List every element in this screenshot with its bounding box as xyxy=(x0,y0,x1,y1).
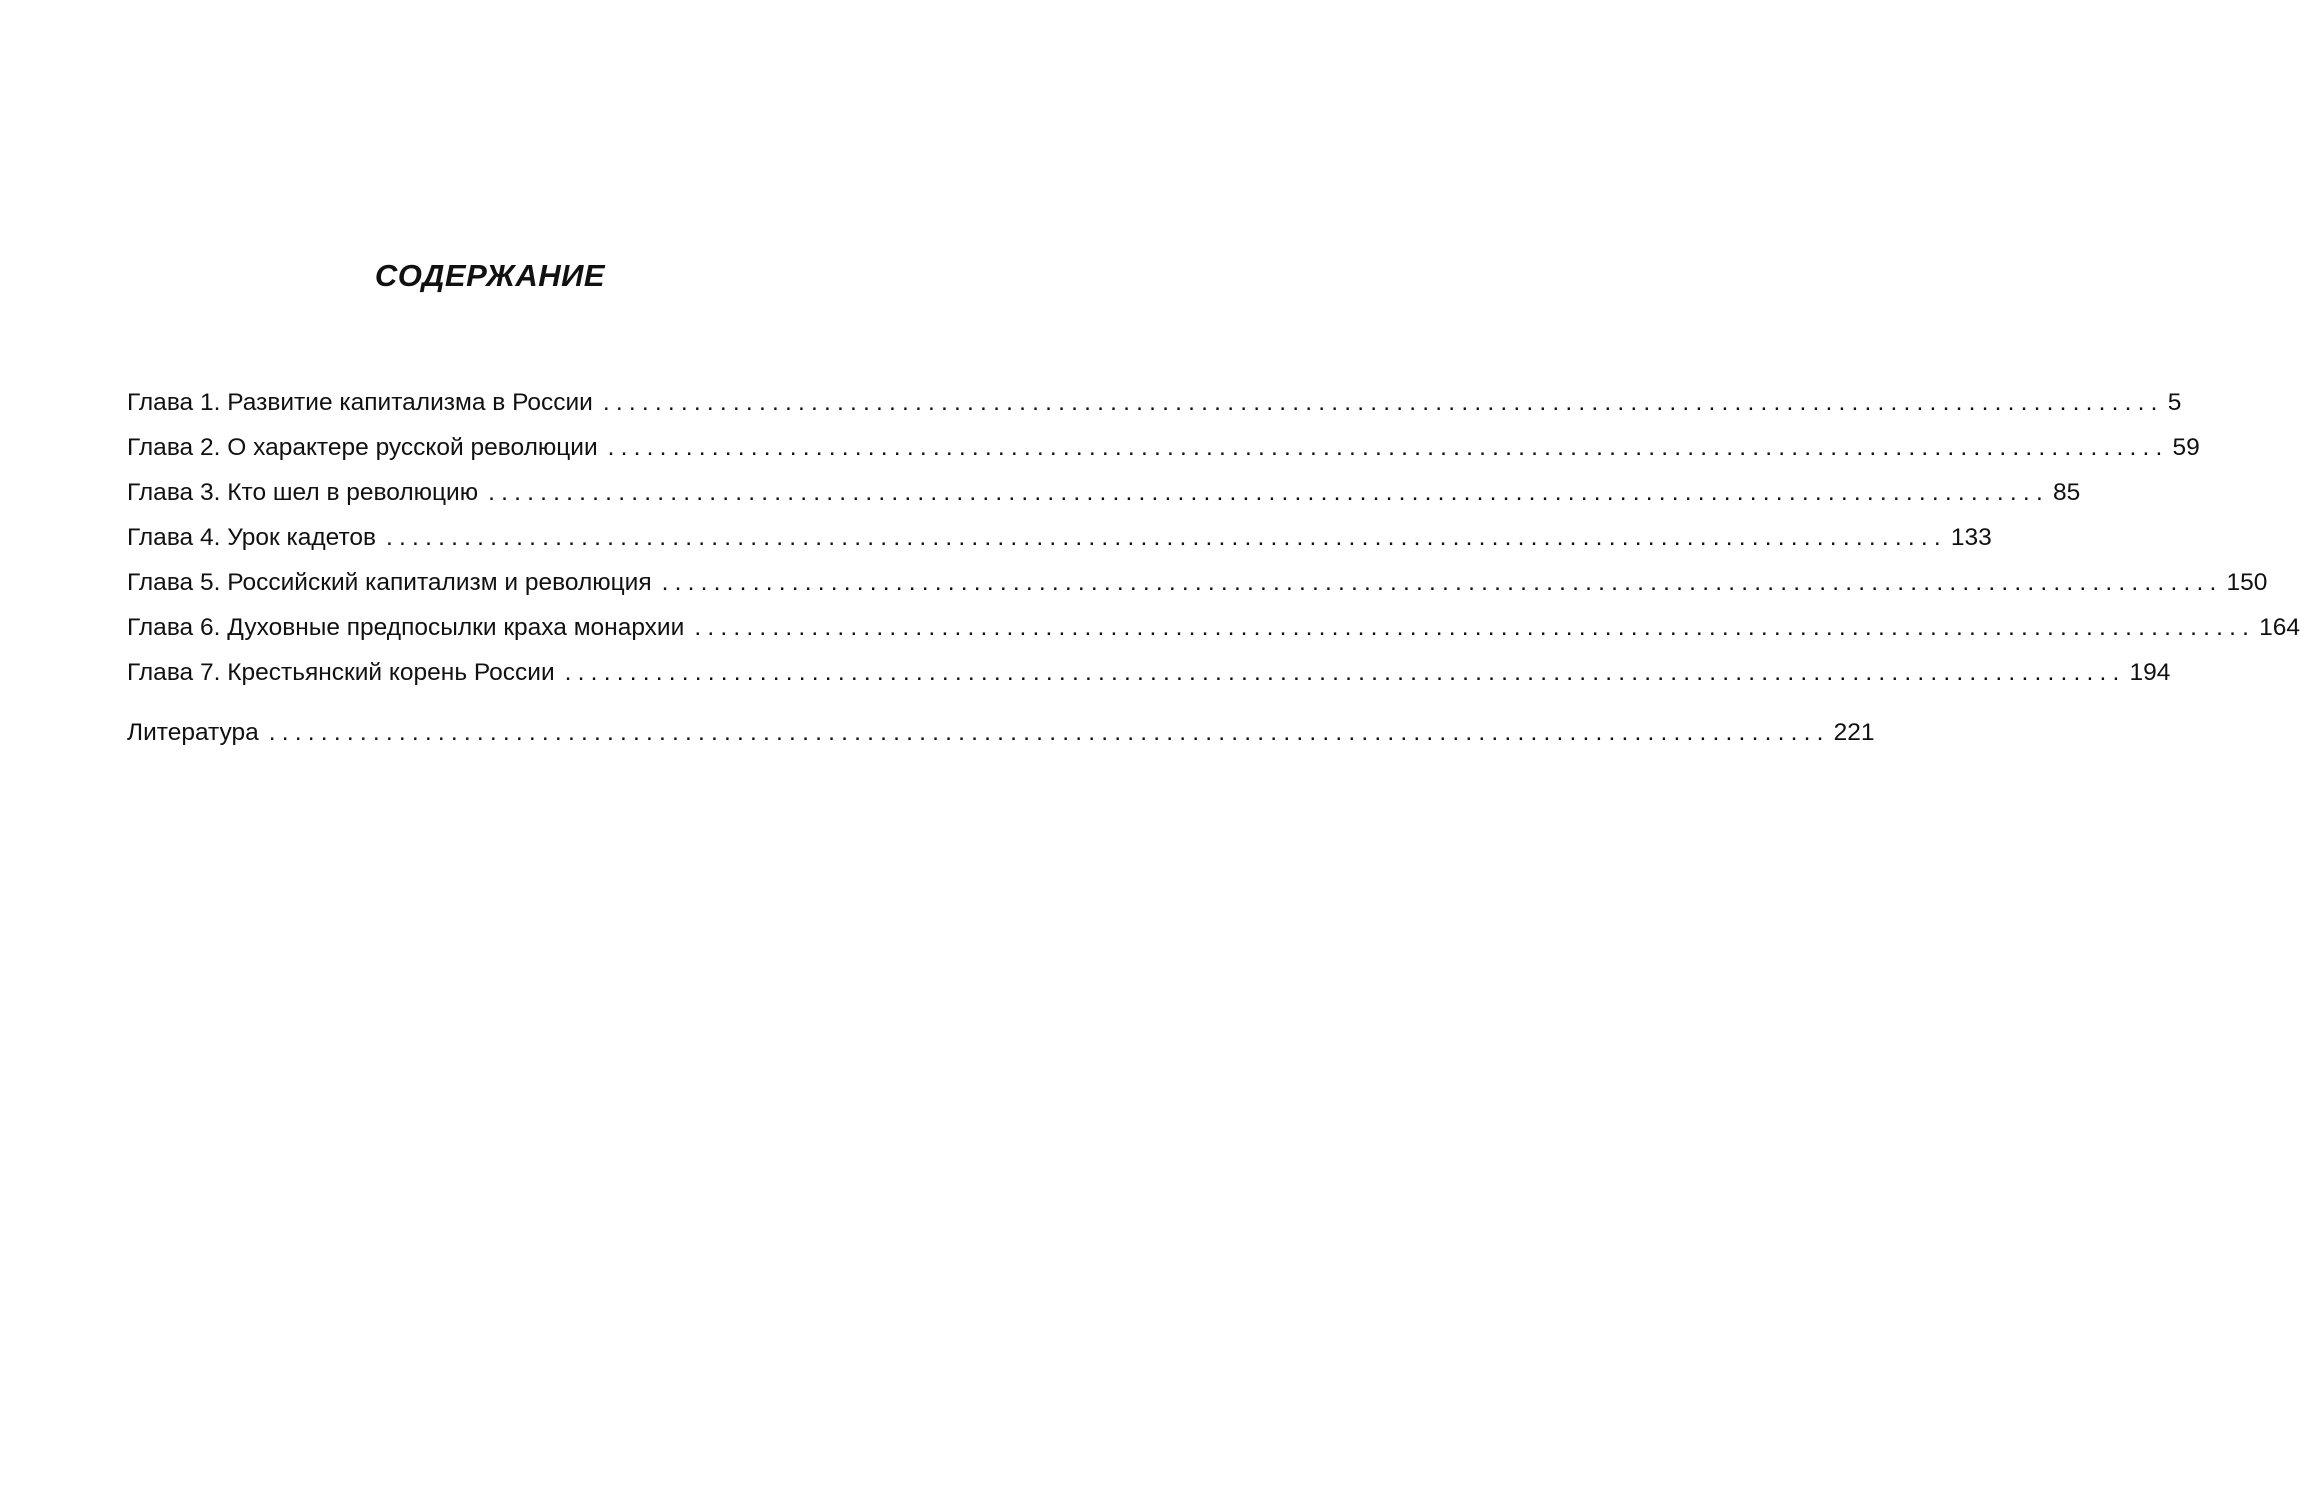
dot-leader: ........................................................................................................................ xyxy=(488,479,2049,506)
entry-page-number: 164 xyxy=(2259,614,2300,641)
entry-label: Глава 6. Духовные предпосылки краха монархии xyxy=(127,614,685,641)
toc-entry-chapter-2[interactable] xyxy=(127,430,2200,475)
entry-page-number: 85 xyxy=(2052,479,2081,506)
dot-leader: ........................................................................................................................ xyxy=(564,659,2126,686)
dot-leader: ........................................................................................................................ xyxy=(386,524,1947,551)
entry-label: Глава 2. О характере русской революции xyxy=(127,434,598,461)
toc-entry-chapter-4[interactable] xyxy=(127,520,1992,565)
entry-label: Глава 1. Развитие капитализма в России xyxy=(127,389,593,416)
dot-leader: ........................................................................................................................ xyxy=(602,389,2164,416)
toc-entry-chapter-7[interactable] xyxy=(127,655,2171,700)
entry-label: Литература xyxy=(127,719,259,746)
entry-label: Глава 5. Российский капитализм и революция xyxy=(127,569,652,596)
toc-entry-bibliography[interactable] xyxy=(127,715,1875,760)
entry-label: Глава 7. Крестьянский корень России xyxy=(127,659,555,686)
entry-page-number: 194 xyxy=(2129,659,2171,686)
dot-leader: ........................................................................................................................ xyxy=(607,434,2169,461)
toc-entry-chapter-1[interactable] xyxy=(127,385,2182,430)
dot-leader: ........................................................................................................................ xyxy=(268,719,1830,746)
toc-entry-chapter-6[interactable] xyxy=(127,610,2300,655)
table-of-contents xyxy=(127,385,2300,760)
dot-leader: ........................................................................................................................ xyxy=(661,569,2223,596)
entry-label: Глава 3. Кто шел в революцию xyxy=(127,479,479,506)
entry-page-number: 133 xyxy=(1950,524,1992,551)
entry-page-number: 59 xyxy=(2172,434,2200,461)
toc-entry-chapter-5[interactable] xyxy=(127,565,2268,610)
entry-label: Глава 4. Урок кадетов xyxy=(127,524,377,551)
entry-page-number: 221 xyxy=(1833,719,1875,746)
page-title: СОДЕРЖАНИЕ xyxy=(374,258,606,293)
entry-page-number: 150 xyxy=(2226,569,2268,596)
toc-entry-chapter-3[interactable] xyxy=(127,475,2081,520)
dot-leader: ........................................................................................................................ xyxy=(694,614,2256,641)
entry-page-number: 5 xyxy=(2167,389,2182,416)
